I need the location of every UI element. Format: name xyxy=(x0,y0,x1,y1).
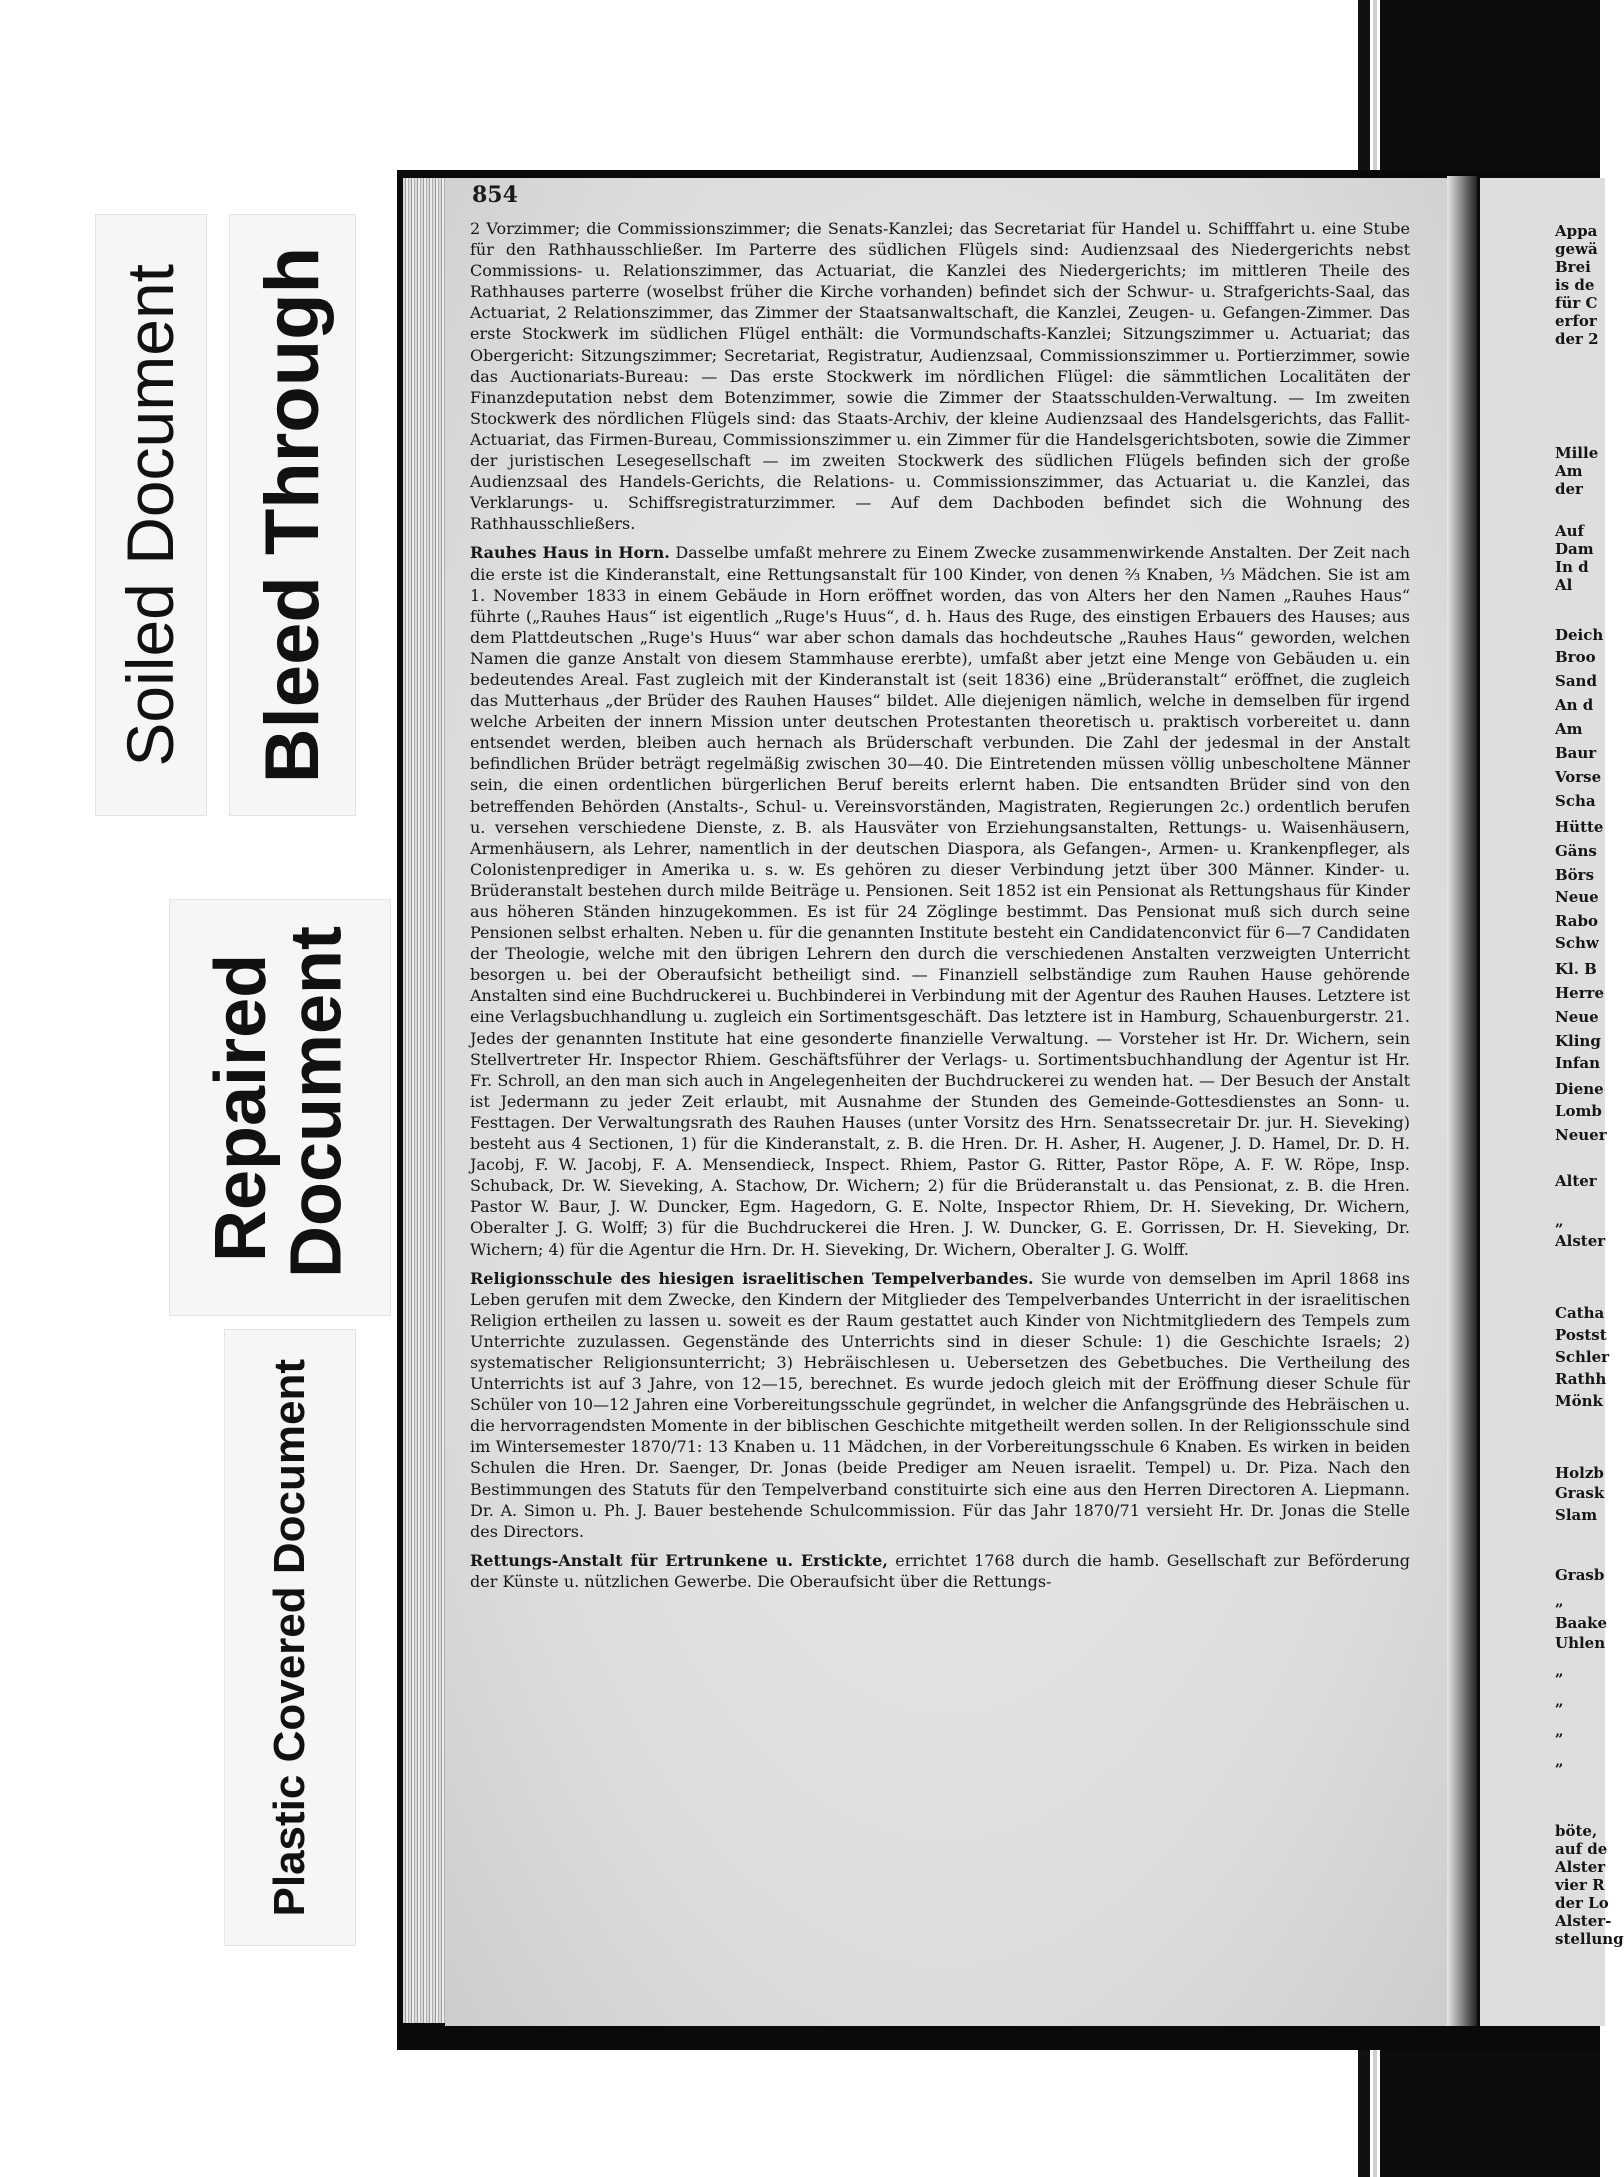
right-page-line: auf de xyxy=(1555,1840,1608,1858)
text-block-religionsschule xyxy=(470,1268,1410,1542)
right-page-line: Deich xyxy=(1555,626,1604,644)
page-number: 854 xyxy=(472,182,518,208)
section-heading: Religionsschule des hiesigen israelitischen Tempelverbandes. xyxy=(470,1268,1034,1288)
right-page-line: „ xyxy=(1555,1592,1564,1610)
text-block-rauhes-haus xyxy=(470,542,1410,1259)
right-page-line: Vorse xyxy=(1555,768,1602,786)
text-block-rathaus xyxy=(470,218,1410,534)
right-page-line: Grask xyxy=(1555,1484,1605,1502)
right-page-line: Postst xyxy=(1555,1326,1607,1344)
right-page-line: „ xyxy=(1555,1662,1564,1680)
right-page-line: Kl. B xyxy=(1555,960,1597,978)
right-page-line: vier R xyxy=(1555,1876,1605,1894)
page-stack-edges xyxy=(403,178,445,2023)
right-page-line: An d xyxy=(1555,696,1594,714)
section-heading: Rettungs-Anstalt für Ertrunkene u. Erstickte, xyxy=(470,1550,888,1570)
right-page-line: „ xyxy=(1555,1212,1564,1230)
right-page-line: böte, xyxy=(1555,1822,1598,1840)
right-page-line: Rabo xyxy=(1555,912,1599,930)
right-page-line: Kling xyxy=(1555,1032,1601,1050)
right-page-line: Schw xyxy=(1555,934,1599,952)
right-page-line: für C xyxy=(1555,294,1598,312)
right-page-line: Mille xyxy=(1555,444,1599,462)
right-page-line: Gäns xyxy=(1555,842,1597,860)
right-page-line: Diene xyxy=(1555,1080,1604,1098)
right-page-line: is de xyxy=(1555,276,1595,294)
right-page-line: Brei xyxy=(1555,258,1591,276)
bleed-through-label xyxy=(230,215,355,815)
right-page-line: Broo xyxy=(1555,648,1596,666)
block-text: Dasselbe umfaßt mehrere zu Einem Zwecke zusammenwirkende Anstalten. Der Zeit nach die erste ist die Kinderanstalt, eine Rettungsanstalt für 100 Kinder, von denen ⅔ Knaben, ⅓ Mädchen. Sie ist am 1. November 1833 in einem Gebäude in Horn eröffnet worden, das von Alters her den Namen „Rauhes Haus“ führte („Rauhes Haus“ ist eigentlich „Ruge's Huus“, d. h. Haus des Ruge, des einstigen Erbauers des Hauses; aus dem Plattdeutschen „Ruge's Huus“ war aber schon damals das hochdeutsche „Rauhes Haus“ geworden, welchen Namen die ganze Anstalt von diesem Stammhause ererbte), umfaßt aber jetzt eine Menge von Gebäuden u. ein bedeutendes Areal. Fast zugleich mit der Kinderanstalt ist (seit 1836) eine „Brüderanstalt“ eröffnet, die zugleich das Mutterhaus „der Brüder des Rauhen Hauses“ bildet. Alle diejenigen nämlich, welche in demselben für irgend welche Arbeiten der innern Mission unter deutschen Protestanten theoretisch u. praktisch vorbereitet u. dann entsendet werden, bleiben auch hernach als Brüderschaft verbunden. Die Zahl der jedesmal in der Anstalt befindlichen Brüder beträgt regelmäßig zwischen 30—40. Die Eintretenden müssen völlig unbescholtene Männer sein, die einen ordentlichen bürgerlichen Beruf bereits erlernt haben. Die entsandten Brüder sind von den betreffenden Behörden (Anstalts-, Schul- u. Vereinsvorständen, Magistraten, Regierungen 2c.) ordentlich berufen u. versehen verschiedene Dienste, z. B. als Hausväter von Erziehungsanstalten, Rettungs- u. Waisenhäusern, Armenhäusern, als Lehrer, namentlich in der deutschen Diaspora, als Gefangen-, Armen- u. Krankenpfleger, als Colonistenprediger in Amerika u. s. w. Es gehören zu dieser Verbindung jetzt über 300 Männer. Kinder- u. Brüderanstalt bestehen durch milde Beiträge u. Pensionen. Seit 1852 ist ein Pensionat als Rettungshaus für Kinder aus höheren Ständen hinzugekommen. Es ist für 24 Zöglinge bestimmt. Das Pensionat muß sich durch seine Pensionen selbst erhalten. Neben u. für die genannten Institute besteht ein Candidatenconvict für 6—7 Candidaten der Theologie, welche mit den übrigen Lehrern den durch die verschiedenen Anstalten verzweigten Unterricht besorgen u. bei der Oberaufsicht betheiligt sind. — Finanziell selbständige zum Rauhen Hause gehörende Anstalten sind eine Buchdruckerei u. Buchbinderei in Verbindung mit der Agentur des Rauhen Hauses. Letztere ist eine Verlagsbuchhandlung u. zugleich ein Sortimentsgeschäft. Das letztere ist in Hamburg, Schauenburgerstr. 21. Jedes der genannten Institute hat eine gesonderte finanzielle Verwaltung. — Vorsteher ist Hr. Dr. Wichern, sein Stellvertreter Hr. Inspector Rhiem. Geschäftsführer der Verlags- u. Sortimentsbuchhandlung der Agentur ist Hr. Fr. Schroll, an den man sich auch in Angelegenheiten der Buchdruckerei zu wenden hat. — Der Besuch der Anstalt ist Jedermann zu jeder Zeit erlaubt, mit Ausnahme der Stunden des Gemeinde-Gottesdienstes an Sonn- u. Festtagen. Der Verwaltungsrath des Rauhen Hauses (unter Vorsitz des Hrn. Senatssecretair Dr. jur. H. Sieveking) besteht aus 4 Sectionen, 1) für die Kinderanstalt, z. B. die Hren. Dr. H. Asher, H. Augener, J. D. Hamel, Dr. D. H. Jacobj, F. W. Jacobj, F. A. Mensendieck, Inspect. Rhiem, Pastor G. Ritter, Pastor Röpe, A. F. W. Röpe, Insp. Schuback, Dr. W. Sieveking, A. Stachow, Dr. Wichern; 2) für die Brüderanstalt u. das Pensionat, z. B. die Hren. Pastor W. Baur, J. W. Duncker, Egm. Hagedorn, G. E. Nolte, Inspector Rhiem, Dr. H. Sieveking, Dr. Wichern, Oberalter J. G. Wolff; 3) für die Buchdruckerei die Hren. J. W. Duncker, G. E. Gorrissen, Dr. H. Sieveking, Dr. Wichern; 4) für die Agentur die Hrn. Dr. H. Sieveking, Dr. Wichern, Oberalter J. G. Wolff. xyxy=(470,543,1411,1259)
right-page-line: Hütte xyxy=(1555,818,1604,836)
section-heading: Rauhes Haus in Horn. xyxy=(470,543,670,563)
right-page-line: Uhlen xyxy=(1555,1634,1606,1652)
right-page-line: Dam xyxy=(1555,540,1594,558)
right-page-line: Neuer xyxy=(1555,1126,1607,1144)
right-page-line: Börs xyxy=(1555,866,1595,884)
right-page-line: „ xyxy=(1555,1692,1564,1710)
page-text xyxy=(470,218,1410,1592)
block-text: Sie wurde von demselben im April 1868 ins Leben gerufen mit dem Zwecke, den Kindern der Mitglieder des Tempelverbandes Unterricht in der israelitischen Religion ertheilen zu lassen u. soweit es der Raum gestattet auch Kinder von Nichtmitgliedern des Tempels zum Unterrichte zuzulassen. Gegenstände des Unterrichts sind in dieser Schule: 1) die Geschichte Israels; 2) systematischer Religionsunterricht; 3) Hebräischlesen u. Uebersetzen des Gebetbuches. Die Vertheilung des Unterrichts ist auf 3 Jahre, von 12—15, berechnet. Es wurde jedoch gleich mit der Eröffnung dieser Schule für Schüler von 10—12 Jahren eine Vorbereitungsschule gegründet, in welcher die Anfangsgründe des Hebräischen u. die hervorragendsten Momente in der biblischen Geschichte mitgetheilt werden sollen. In der Religionsschule sind im Wintersemester 1870/71: 13 Knaben u. 11 Mädchen, in der Vorbereitungsschule 6 Knaben. Es wirken in beiden Schulen die Hren. Dr. Saenger, Dr. Jonas (beide Prediger am Neuen israelit. Tempel) u. Dr. Piza. Nach den Bestimmungen des Statuts für den Tempelverband constituirte sich eine aus den Herren Directoren A. Liepmann. Dr. A. Simon u. Ph. J. Bauer bestehende Schulcommission. Für das Jahr 1870/71 versieht Hr. Dr. Jonas die Stelle des Directors. xyxy=(470,1268,1411,1541)
repaired-document-label xyxy=(170,900,390,1315)
right-page-line: Alter xyxy=(1555,1172,1597,1190)
right-page-line: Sand xyxy=(1555,672,1597,690)
right-page-line: Am xyxy=(1555,720,1583,738)
right-page-line: Slam xyxy=(1555,1506,1598,1524)
text-block-rettungs-anstalt xyxy=(470,1550,1410,1592)
right-page-line: gewä xyxy=(1555,240,1598,258)
right-page-line: Alster xyxy=(1555,1232,1606,1250)
right-page-line: Schler xyxy=(1555,1348,1610,1366)
right-page-line: Rathh xyxy=(1555,1370,1607,1388)
plastic-covered-document-text: Plastic Covered Document xyxy=(264,1358,314,1917)
right-page-line: der xyxy=(1555,480,1583,498)
right-page-line: Baake xyxy=(1555,1614,1608,1632)
right-page-line: Baur xyxy=(1555,744,1597,762)
right-page-line: Auf xyxy=(1555,522,1584,540)
right-page-line: Scha xyxy=(1555,792,1596,810)
right-page-line: der 2 xyxy=(1555,330,1599,348)
right-page-line: Catha xyxy=(1555,1304,1605,1322)
right-page-line: Appa xyxy=(1555,222,1598,240)
right-page-line: In d xyxy=(1555,558,1589,576)
right-page-line: erfor xyxy=(1555,312,1597,330)
right-page-line: Alster xyxy=(1555,1858,1606,1876)
repaired-document-text: Repaired Document xyxy=(201,925,357,1278)
right-page-line: Mönk xyxy=(1555,1392,1603,1410)
right-page-line: der Lo xyxy=(1555,1894,1609,1912)
right-page-line: „ xyxy=(1555,1722,1564,1740)
block-text: errichtet 1768 durch die hamb. Gesellschaft zur Beförderung der Künste u. nützlichen Gewerbe. Die Oberaufsicht über die Rettungs- xyxy=(470,1550,1411,1591)
right-page-line: Grasb xyxy=(1555,1566,1605,1584)
right-page-line: „ xyxy=(1555,1752,1564,1770)
soiled-document-text: Soiled Document xyxy=(113,263,188,767)
right-page-line: Infan xyxy=(1555,1054,1600,1072)
right-page-line: Am xyxy=(1555,462,1583,480)
right-page-line: Al xyxy=(1555,576,1573,594)
bleed-through-text: Bleed Through xyxy=(249,246,335,784)
right-page-line: stellung xyxy=(1555,1930,1624,1948)
right-page-line: Holzb xyxy=(1555,1464,1604,1482)
plastic-covered-document-label xyxy=(225,1330,355,1945)
right-page-line: Herre xyxy=(1555,984,1605,1002)
right-page-line: Alster- xyxy=(1555,1912,1612,1930)
right-page-line: Neue xyxy=(1555,1008,1599,1026)
right-page-line: Neue xyxy=(1555,888,1599,906)
book-gutter xyxy=(1447,176,1477,2026)
block-text: 2 Vorzimmer; die Commissionszimmer; die Senats-Kanzlei; das Secretariat für Handel u. Schifffahrt u. eine Stube für den Rathhausschließer. Im Parterre des südlichen Flügels sind: Audienzsaal des Niedergerichts nebst Commissions- u. Relationszimmer, das Actuariat, die Kanzlei des Niedergerichts; im mittleren Theile des Rathhauses parterre (woselbst früher die Kirche vorhanden) befindet sich der Schwur- u. Strafgerichts-Saal, das Actuariat, 2 Relationszimmer, das Zimmer der Staatsanwaltschaft, die Kanzlei, Zeugen- u. Gefangen-Zimmer. Das erste Stockwerk im südlichen Flügel enthält: die Vormundschafts-Kanzlei; Sitzungszimmer u. Actuariat; das Obergericht: Sitzungszimmer; Secretariat, Registratur, Audienzsaal, Commissionszimmer u. Portierzimmer, sowie das Auctionariats-Bureau: — Das erste Stockwerk im nördlichen Flügel: die sämmtlichen Localitäten der Finanzdeputation nebst dem Botenzimmer, sowie die Zimmer der Staatsschulden-Verwaltung. — Im zweiten Stockwerk des nördlichen Flügels sind: das Staats-Archiv, der kleine Audienzsaal des Handelsgerichts, das Fallit-Actuariat, das Firmen-Bureau, Commissionszimmer u. ein Zimmer für die Handelsgerichtsboten, sowie die Zimmer der juristischen Lesegesellschaft — im zweiten Stockwerk des südlichen Flügels befinden sich der große Audienzsaal des Handels-Gerichts, die Relations- u. Commissionszimmer, das Actuariat u. die Kanzlei, das Verklarungs- u. Schiffsregistraturzimmer. — Auf dem Dachboden befindet sich die Wohnung des Rathhausschließers. xyxy=(470,219,1410,534)
soiled-document-label xyxy=(96,215,206,815)
right-page-line: Lomb xyxy=(1555,1102,1602,1120)
